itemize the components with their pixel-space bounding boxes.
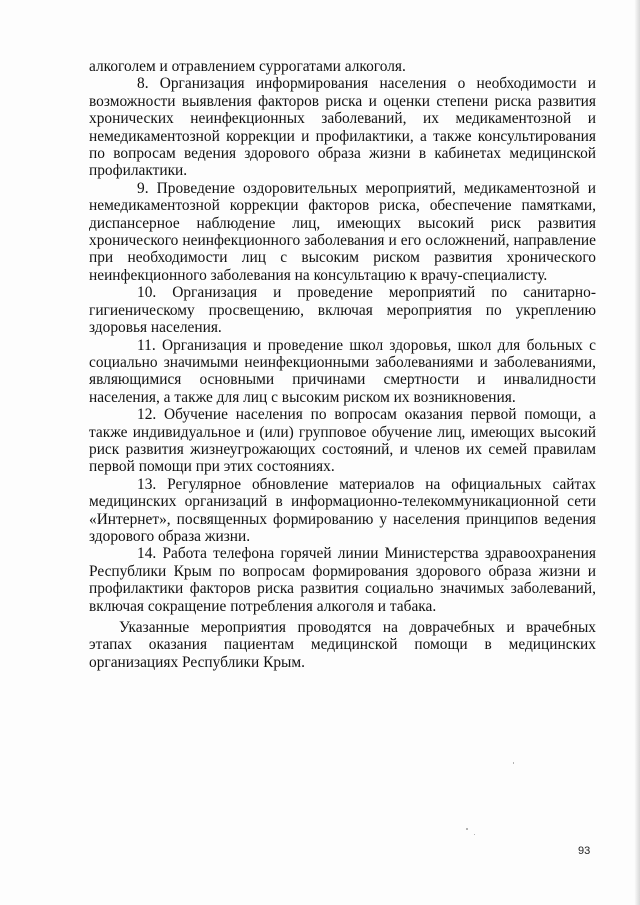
paragraph-item-8: 8. Организация информирования населения о необходимости и возможности выявления факторов риска и оценки степени риска развития хронических неинфекционных заболеваний, их медикаментозной и немедикаментозной коррекции и профилактики, а также консультирования по вопросам ведения здорового образа жизни в кабинетах медицинской профилактики. (89, 75, 596, 180)
paragraph-item-10: 10. Организация и проведение мероприятий по санитарно-гигиеническому просвещению, включая мероприятия по укреплению здоровья населения. (89, 284, 596, 337)
paragraph-item-11: 11. Организация и проведение школ здоровья, школ для больных с социально значимыми неинфекционными заболеваниями и заболеваниями, являющимися основными причинами смертности и инвалидности населения, а также для лиц с высоким риском их возникновения. (89, 336, 596, 406)
paragraph-item-12: 12. Обучение населения по вопросам оказания первой помощи, а также индивидуальное и (или) групповое обучение лиц, имеющих высокий риск развития жизнеугрожающих состояний, и членов их семей правилам первой помощи при этих состояниях. (89, 406, 596, 476)
paragraph-item-13: 13. Регулярное обновление материалов на официальных сайтах медицинских организаций в информационно-телекоммуникационной сети «Интернет», посвященных формированию у населения принципов ведения здорового образа жизни. (89, 475, 596, 545)
page-edge-shadow (634, 0, 640, 905)
paragraph-item-9: 9. Проведение оздоровительных мероприятий, медикаментозной и немедикаментозной коррекции факторов риска, обеспечение памятками, диспансерное наблюдение лиц, имеющих высокий риск развития хронического неинфекционного заболевания и его осложнений, направление при необходимости лиц с высоким риском развития хронического неинфекционного заболевания на консультацию к врачу-специалисту. (89, 179, 596, 284)
scan-speck (513, 762, 514, 764)
document-body (89, 58, 596, 671)
paragraph-continuation: алкоголем и отравлением суррогатами алкоголя. (89, 58, 406, 75)
scan-speck (474, 834, 475, 835)
paragraph-item-14: 14. Работа телефона горячей линии Министерства здравоохранения Республики Крым по вопросам формирования здорового образа жизни и профилактики факторов риска развития социально значимых заболеваний, включая сокращение потребления алкоголя и табака. (89, 545, 596, 615)
scan-speck (466, 828, 468, 830)
paragraph-summary: Указанные мероприятия проводятся на доврачебных и врачебных этапах оказания пациентам медицинской помощи в медицинских организациях Республики Крым. (89, 619, 596, 671)
page-number: 93 (578, 845, 591, 857)
